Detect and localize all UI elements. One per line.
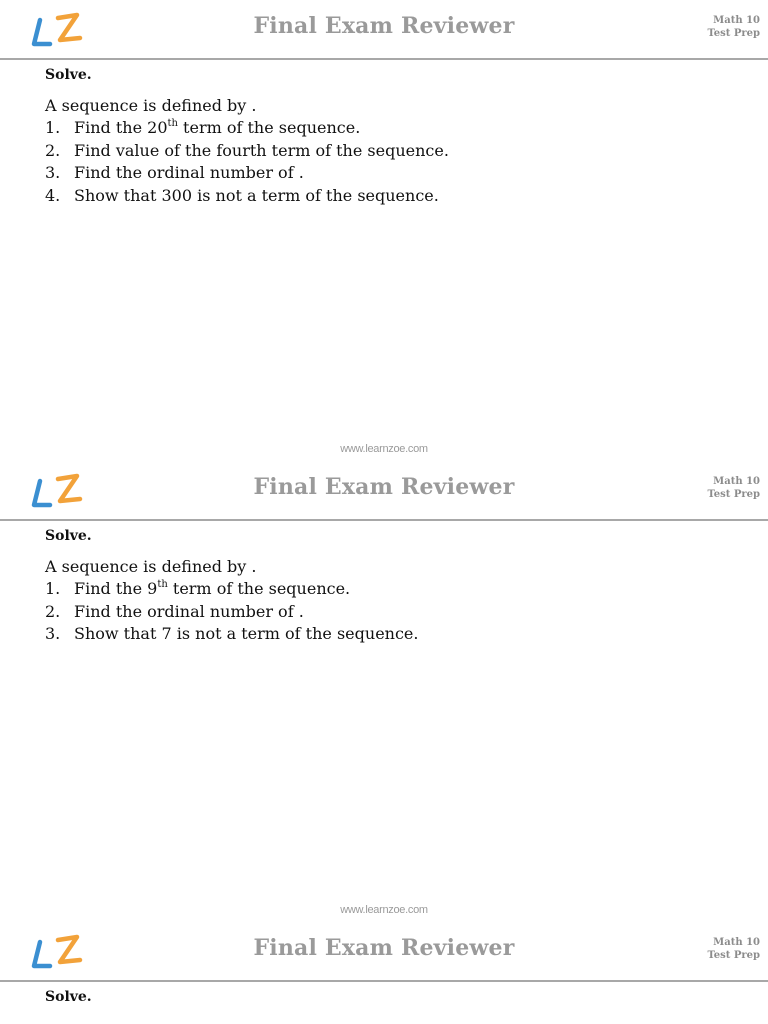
subject-label: Math 10 bbox=[713, 937, 760, 948]
subtitle-label: Test Prep bbox=[707, 950, 760, 961]
question-list bbox=[45, 578, 768, 646]
ordinal-suffix: th bbox=[157, 578, 168, 590]
ordinal-suffix: th bbox=[167, 117, 178, 129]
question-item bbox=[45, 578, 768, 601]
question-item bbox=[45, 623, 768, 646]
subject-label: Math 10 bbox=[713, 476, 760, 487]
page-title: Final Exam Reviewer bbox=[253, 13, 515, 39]
question-text-rest: term of the sequence. bbox=[167, 579, 351, 598]
page-content bbox=[0, 521, 768, 646]
footer-url: www.learnzoe.com bbox=[340, 904, 428, 916]
question-number: 1. bbox=[45, 579, 61, 598]
question-item bbox=[45, 140, 768, 163]
page-3 bbox=[0, 922, 768, 1024]
instruction-label: Solve. bbox=[45, 67, 92, 83]
question-item bbox=[45, 185, 768, 208]
page-content bbox=[0, 982, 768, 1005]
question-list bbox=[45, 117, 768, 207]
question-item bbox=[45, 601, 768, 624]
page-content bbox=[0, 60, 768, 207]
page-header bbox=[0, 461, 768, 521]
question-text: Find the ordinal number of . bbox=[74, 601, 304, 621]
problem-intro: A sequence is defined by . bbox=[45, 96, 257, 115]
question-number: 3. bbox=[45, 624, 61, 643]
question-number: 1. bbox=[45, 118, 61, 137]
question-text: Find the 20 bbox=[74, 118, 168, 137]
page-header bbox=[0, 0, 768, 60]
question-number: 3. bbox=[45, 163, 61, 182]
question-text-rest: term of the sequence. bbox=[177, 118, 361, 137]
page-1 bbox=[0, 0, 768, 461]
question-text: Show that 7 is not a term of the sequence. bbox=[74, 624, 419, 643]
question-number: 2. bbox=[45, 140, 61, 160]
instruction-label: Solve. bbox=[45, 528, 92, 544]
question-item bbox=[45, 162, 768, 185]
subtitle-label: Test Prep bbox=[707, 28, 760, 39]
instruction-label: Solve. bbox=[45, 989, 92, 1005]
subject-label: Math 10 bbox=[713, 15, 760, 26]
question-text: Find value of the fourth term of the sequence. bbox=[74, 140, 449, 160]
question-text: Show that 300 is not a term of the sequence. bbox=[74, 185, 439, 205]
question-item bbox=[45, 117, 768, 140]
page-title: Final Exam Reviewer bbox=[253, 474, 515, 500]
subtitle-label: Test Prep bbox=[707, 489, 760, 500]
subject-tag bbox=[707, 475, 760, 501]
page-header bbox=[0, 922, 768, 982]
subject-tag bbox=[707, 936, 760, 962]
question-text: Find the 9 bbox=[74, 579, 158, 598]
question-number: 2. bbox=[45, 601, 61, 621]
question-number: 4. bbox=[45, 185, 61, 205]
subject-tag bbox=[707, 14, 760, 40]
problem-intro: A sequence is defined by . bbox=[45, 557, 257, 576]
page-2 bbox=[0, 461, 768, 922]
footer-url: www.learnzoe.com bbox=[340, 443, 428, 455]
page-title: Final Exam Reviewer bbox=[253, 935, 515, 961]
question-text: Find the ordinal number of . bbox=[74, 163, 304, 182]
